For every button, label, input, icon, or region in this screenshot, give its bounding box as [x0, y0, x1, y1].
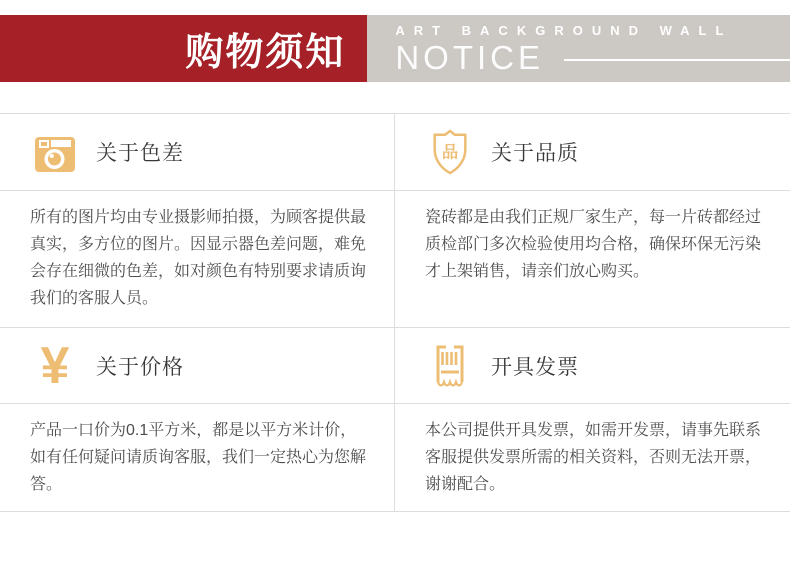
- quality-shield-icon: [426, 127, 474, 177]
- header-row-1: [0, 114, 790, 191]
- banner: [0, 15, 790, 82]
- section-title: 关于品质: [491, 142, 579, 165]
- paragraph-row-1: [0, 191, 790, 328]
- banner-notice-text: NOTICE: [395, 39, 544, 76]
- notice-grid: [0, 113, 790, 512]
- section-body-text: 本公司提供开具发票，如需开发票，请事先联系客服提供发票所需的相关资料，否则无法开票，谢谢配合。: [425, 422, 762, 493]
- section-body-invoice: [395, 404, 790, 511]
- yen-glyph: ¥: [40, 336, 70, 395]
- section-body-text: 瓷砖都是由我们正规厂家生产，每一片砖都经过质检部门多次检验使用均合格，确保环保无污染才上架销售，请亲们放心购买。: [425, 209, 762, 280]
- section-body-price: [0, 404, 395, 511]
- section-body-text: 所有的图片均由专业摄影师拍摄，为顾客提供最真实，多方位的图片。因显示器色差问题，难免会存在细微的色差，如对颜色有特别要求请质询我们的客服人员。: [30, 209, 367, 307]
- header-row-2: [0, 328, 790, 404]
- paragraph-row-2: [0, 404, 790, 512]
- vertical-divider: [394, 114, 395, 512]
- banner-subtitle: ART BACKGROUND WALL: [395, 23, 733, 38]
- section-header-price: [0, 328, 395, 403]
- section-header-color-difference: [0, 114, 395, 190]
- invoice-receipt-icon: [426, 341, 474, 391]
- camera-icon: [31, 127, 79, 177]
- section-title: 开具发票: [491, 355, 579, 379]
- section-header-invoice: [395, 328, 790, 403]
- banner-notice-row: [395, 41, 790, 74]
- section-body-color-difference: [0, 191, 395, 327]
- banner-gray-panel: [367, 15, 790, 82]
- section-body-quality: [395, 191, 790, 327]
- shield-glyph: 品: [441, 143, 459, 162]
- section-header-quality: [395, 114, 790, 190]
- banner-red-panel: [0, 15, 367, 82]
- section-body-text: 产品一口价为0.1平方米，都是以平方米计价，如有任何疑问请质询客服，我们一定热心为您解答。: [30, 422, 367, 493]
- price-yen-icon: [31, 336, 79, 395]
- decorative-line: [564, 59, 790, 61]
- page-title: 购物须知: [185, 32, 346, 74]
- shopping-notice-page: [0, 15, 790, 512]
- section-title: 关于色差: [96, 142, 184, 165]
- section-title: 关于价格: [96, 355, 184, 379]
